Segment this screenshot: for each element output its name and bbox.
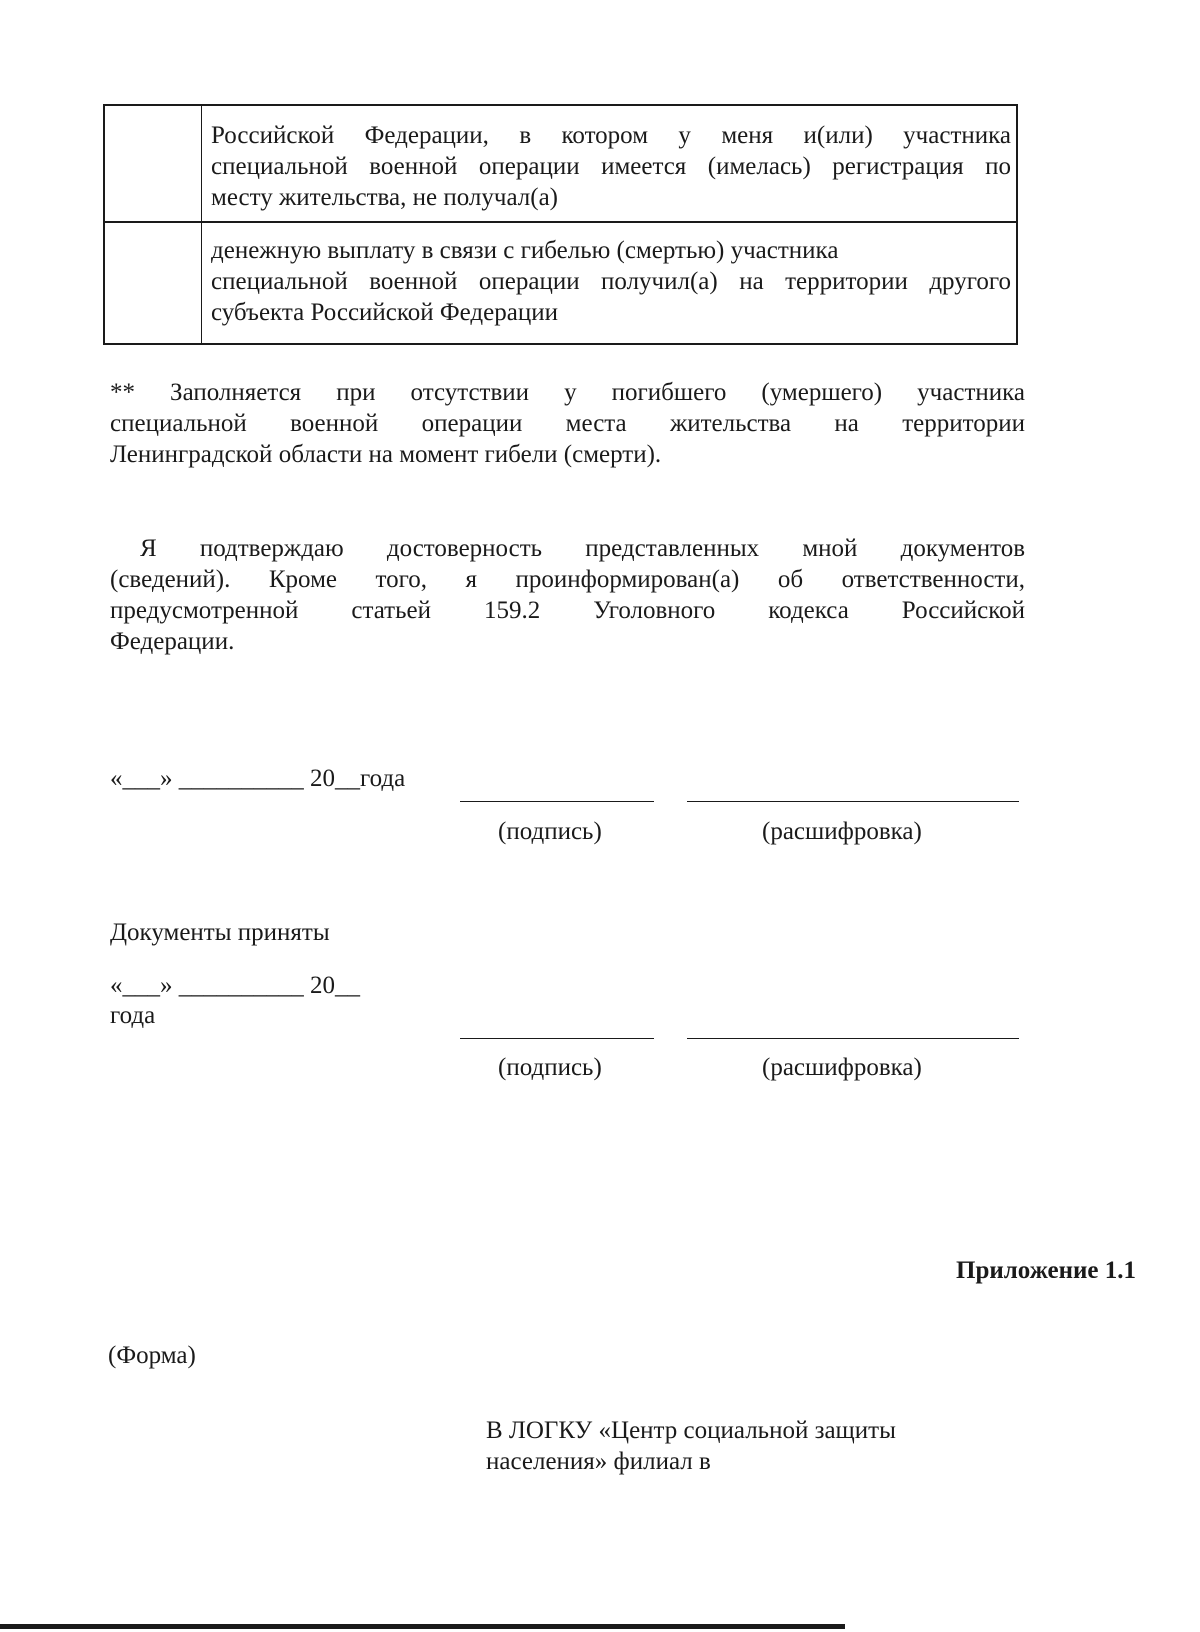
signature-caption: (подпись) <box>498 1054 602 1081</box>
declaration-line: Я подтверждаю достоверность представленных мной документов <box>140 535 1025 562</box>
appendix-label: Приложение 1.1 <box>956 1257 1136 1284</box>
form-label: (Форма) <box>108 1342 196 1369</box>
footnote <box>110 377 1025 470</box>
footnote-line: специальной военной операции места жительства на территории <box>110 410 1025 437</box>
footnote-line: ** Заполняется при отсутствии у погибшего (умершего) участника <box>110 379 1025 406</box>
signature-line <box>460 1038 654 1039</box>
table-row-divider <box>105 221 1016 223</box>
decoding-line <box>687 801 1019 802</box>
applicant-date-field: «___» __________ 20__года <box>110 765 406 792</box>
table-cell-line: специальной военной операции получил(а) на территории другого <box>211 268 1011 295</box>
table-cell-line: субъекта Российской Федерации <box>211 299 558 326</box>
declaration-line: Федерации. <box>110 628 235 655</box>
addressee-line: населения» филиал в <box>486 1448 711 1475</box>
acceptance-date-field: «___» __________ 20__ <box>110 972 360 999</box>
addressee <box>486 1415 896 1477</box>
declaration-line: (сведений). Кроме того, я проинформирован(а) об ответственности, <box>110 566 1025 593</box>
signature-caption: (подпись) <box>498 818 602 845</box>
declaration-paragraph <box>110 533 1025 657</box>
acceptance-date-suffix: года <box>110 1002 156 1029</box>
decoding-line <box>687 1038 1019 1039</box>
signature-line <box>460 801 654 802</box>
decoding-caption: (расшифровка) <box>762 1054 922 1081</box>
table-row <box>211 120 1011 213</box>
table-cell-line: месту жительства, не получал(а) <box>211 184 558 211</box>
footnote-line: Ленинградской области на момент гибели (смерти). <box>110 441 662 468</box>
table-column-divider <box>201 106 202 343</box>
table-cell-line: денежную выплату в связи с гибелью (смертью) участника <box>211 237 839 264</box>
conditions-table <box>103 104 1018 345</box>
addressee-line: В ЛОГКУ «Центр социальной защиты <box>486 1417 896 1444</box>
scan-edge <box>0 1624 845 1629</box>
table-row <box>211 235 1011 328</box>
decoding-caption: (расшифровка) <box>762 818 922 845</box>
declaration-line: предусмотренной статьей 159.2 Уголовного кодекса Российской <box>110 597 1025 624</box>
table-cell-line: специальной военной операции имеется (имелась) регистрация по <box>211 153 1011 180</box>
documents-accepted-title: Документы приняты <box>110 919 330 946</box>
table-cell-line: Российской Федерации, в котором у меня и(или) участника <box>211 122 1011 149</box>
